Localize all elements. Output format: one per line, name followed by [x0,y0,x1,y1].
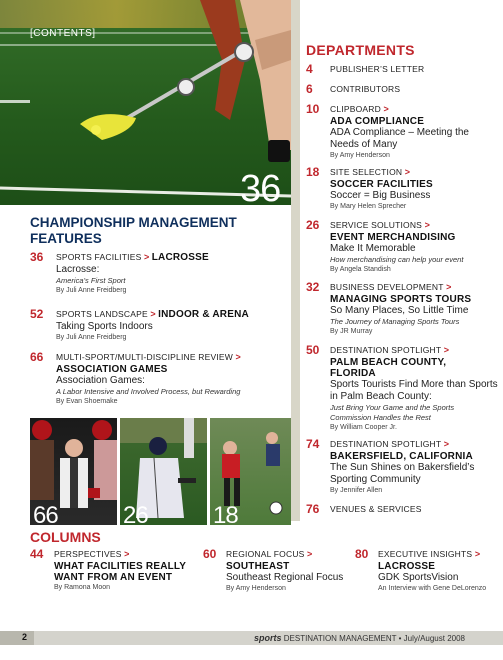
dept-subtitle: Just Bring Your Game and the Sports [330,402,455,412]
dept-byline: By Angela Standish [330,265,391,273]
dept-kicker: DESTINATION SPOTLIGHT [330,345,442,355]
dept-page-number: 32 [306,280,320,294]
column-page-number: 44 [30,547,44,561]
column-byline: By Ramona Moon [54,583,111,591]
feature-deck: Lacrosse: [56,263,100,275]
feature-byline: By Evan Shoemake [56,397,118,405]
feature-page-number: 52 [30,307,44,321]
column-kicker: EXECUTIVE INSIGHTS [378,549,473,559]
dept-entry-bakersfield[interactable] [330,439,500,496]
photo-page-number: 66 [33,502,58,525]
dept-byline: By JR Murray [330,327,373,335]
column-entry-executive-insights[interactable] [378,549,501,594]
dept-page-number: 50 [306,343,320,357]
dept-page-number: 26 [306,218,320,232]
dept-deck: Make It Memorable [330,242,416,254]
dept-entry-event-merchandising[interactable] [330,220,500,275]
dept-kicker: SERVICE SOLUTIONS [330,220,423,230]
dept-subtitle: How merchandising can help your event [330,254,464,264]
dept-entry-publishers-letter[interactable] [330,64,424,76]
features-title [30,215,237,247]
feature-entry-association-games[interactable] [56,352,291,407]
feature-byline: By Juli Anne Freidberg [56,286,127,294]
dept-entry-soccer-facilities[interactable] [330,167,500,212]
column-deck: Southeast Regional Focus [226,571,344,583]
dept-page-number: 74 [306,437,320,451]
dept-headline: PALM BEACH COUNTY, [330,356,447,368]
feature-kicker: SPORTS LANDSCAPE [56,309,148,319]
dept-deck: in Palm Beach County: [330,390,432,402]
arrow-icon: > [446,282,452,292]
dept-headline: MANAGING SPORTS TOURS [330,293,472,305]
column-page-number: 60 [203,547,217,561]
soccer-facilities-photo[interactable] [210,418,291,525]
departments-title: DEPARTMENTS [306,42,415,58]
column-entry-perspectives[interactable] [54,549,204,593]
dept-subtitle: The Journey of Managing Sports Tours [330,316,460,326]
dept-deck: The Sun Shines on Bakersfield’s [330,461,475,473]
column-deck: GDK SportsVision [378,571,459,583]
contents-label: [CONTENTS] [30,28,96,39]
footer-brand: sports [254,633,282,643]
dept-entry-venues-services[interactable] [330,504,422,516]
feature-subtitle: America’s First Sport [56,275,126,285]
feature-entry-lacrosse[interactable] [56,252,286,296]
dept-byline: By William Cooper Jr. [330,423,397,431]
feature-page-number: 66 [30,350,44,364]
feature-kicker: MULTI-SPORT/MULTI-DISCIPLINE REVIEW [56,352,234,362]
page-number: 2 [0,631,34,645]
feature-byline: By Juli Anne Freidberg [56,333,127,341]
dept-page-number: 10 [306,102,320,116]
indoor-arena-photo[interactable] [120,418,207,525]
dept-entry-ada-compliance[interactable] [330,104,500,161]
feature-headline: ASSOCIATION GAMES [56,363,168,375]
arrow-icon: > [143,252,150,262]
column-byline: By Amy Henderson [226,584,286,592]
arrow-icon: > [124,549,130,559]
feature-page-number: 36 [30,250,44,264]
dept-deck: Sporting Community [330,473,421,485]
dept-page-number: 6 [306,82,313,96]
feature-kicker: SPORTS FACILITIES [56,252,142,262]
photo-page-number: 26 [123,502,148,525]
dept-page-number: 4 [306,62,313,76]
dept-entry-contributors[interactable] [330,84,400,96]
dept-kicker: BUSINESS DEVELOPMENT [330,282,444,292]
dept-headline: FLORIDA [330,367,376,379]
arrow-icon: > [443,345,450,355]
dept-deck: ADA Compliance – Meeting the [330,126,469,138]
dept-page-number: 76 [306,502,320,516]
arrow-icon: > [383,104,389,114]
feature-deck: Association Games: [56,374,145,386]
arrow-icon: > [307,549,313,559]
footer-masthead [254,633,465,643]
arrow-icon: > [150,309,156,319]
vertical-divider [291,0,300,521]
dept-entry-managing-sports-tours[interactable] [330,282,500,337]
column-headline: WANT FROM AN EVENT [54,571,173,583]
dept-entry-palm-beach-county[interactable] [330,345,500,433]
dept-headline: EVENT MERCHANDISING [330,231,456,243]
dept-byline: By Mary Helen Sprecher [330,202,407,210]
dept-headline: BAKERSFIELD, CALIFORNIA [330,450,473,462]
column-headline: LACROSSE [378,560,436,572]
column-page-number: 80 [355,547,369,561]
arrow-icon: > [474,549,481,559]
column-entry-regional-focus[interactable] [226,549,351,594]
feature-headline: LACROSSE [151,252,209,263]
footer-title: DESTINATION MANAGEMENT [283,634,397,643]
dept-deck: Sports Tourists Find More than Sports [330,378,498,390]
dept-page-number: 18 [306,165,320,179]
columns-title: COLUMNS [30,529,101,545]
arrow-icon: > [424,220,430,230]
association-games-photo[interactable] [30,418,117,525]
dept-deck: So Many Places, So Little Time [330,304,469,316]
dept-byline: By Amy Henderson [330,151,390,159]
column-kicker: REGIONAL FOCUS [226,549,305,559]
dept-kicker: PUBLISHER’S LETTER [330,64,425,74]
footer-issue: • July/August 2008 [398,634,465,643]
hero-page-number: 36 [240,168,281,205]
column-headline: WHAT FACILITIES REALLY [54,560,187,572]
features-title-line2: FEATURES [30,231,102,246]
arrow-icon: > [443,439,450,449]
dept-headline: SOCCER FACILITIES [330,178,433,190]
dept-kicker: CONTRIBUTORS [330,84,401,94]
column-byline: An Interview with Gene DeLorenzo [378,584,487,592]
dept-kicker: DESTINATION SPOTLIGHT [330,439,442,449]
dept-kicker: SITE SELECTION [330,167,403,177]
dept-deck: Needs of Many [330,138,398,150]
dept-headline: ADA COMPLIANCE [330,115,425,127]
feature-subtitle: A Labor Intensive and Involved Process, but Rewarding [56,386,241,396]
dept-deck: Soccer = Big Business [330,189,431,201]
features-title-line1: CHAMPIONSHIP MANAGEMENT [30,215,237,230]
arrow-icon: > [404,167,411,177]
dept-subtitle: Commission Handles the Rest [330,412,431,422]
dept-kicker: CLIPBOARD [330,104,381,114]
arrow-icon: > [235,352,241,362]
column-kicker: PERSPECTIVES [54,549,122,559]
dept-kicker: VENUES & SERVICES [330,504,422,514]
dept-byline: By Jennifer Allen [330,486,383,494]
feature-entry-indoor-arena[interactable] [56,309,286,343]
photo-page-number: 18 [213,502,238,525]
feature-deck: Taking Sports Indoors [56,320,153,332]
feature-headline: INDOOR & ARENA [158,309,249,320]
column-headline: SOUTHEAST [226,560,290,572]
